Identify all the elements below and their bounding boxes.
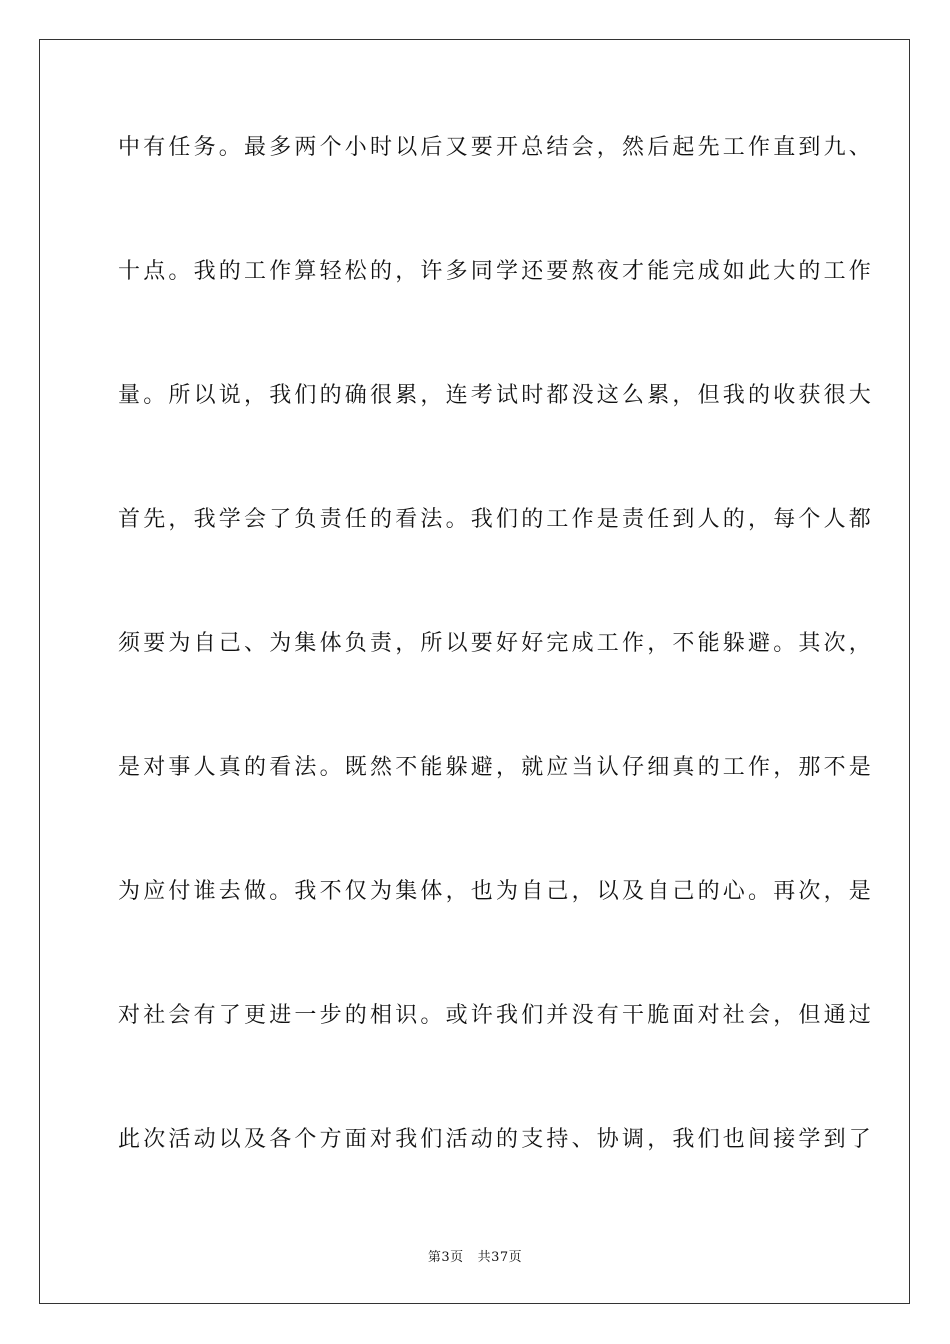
body-line-1: 中有任务。最多两个小时以后又要开总结会，然后起先工作直到九、 (118, 135, 875, 160)
body-line-7: 为应付谁去做。我不仅为集体，也为自己，以及自己的心。再次，是 (118, 879, 875, 904)
body-line-2: 十点。我的工作算轻松的，许多同学还要熬夜才能完成如此大的工作 (118, 259, 875, 284)
body-line-8: 对社会有了更进一步的相识。或许我们并没有干脆面对社会，但通过 (118, 1003, 875, 1028)
page-number: 第3页 (427, 1250, 464, 1265)
body-line-6: 是对事人真的看法。既然不能躲避，就应当认仔细真的工作，那不是 (118, 755, 875, 780)
page-total: 共37页 (477, 1250, 523, 1265)
page-footer (0, 1246, 950, 1265)
body-line-3: 量。所以说，我们的确很累，连考试时都没这么累，但我的收获很大 (118, 383, 875, 408)
document-body (118, 100, 875, 1216)
body-line-4: 首先，我学会了负责任的看法。我们的工作是责任到人的，每个人都 (118, 507, 875, 532)
body-line-9: 此次活动以及各个方面对我们活动的支持、协调，我们也间接学到了 (118, 1127, 875, 1152)
body-line-5: 须要为自己、为集体负责，所以要好好完成工作，不能躲避。其次， (118, 631, 875, 656)
